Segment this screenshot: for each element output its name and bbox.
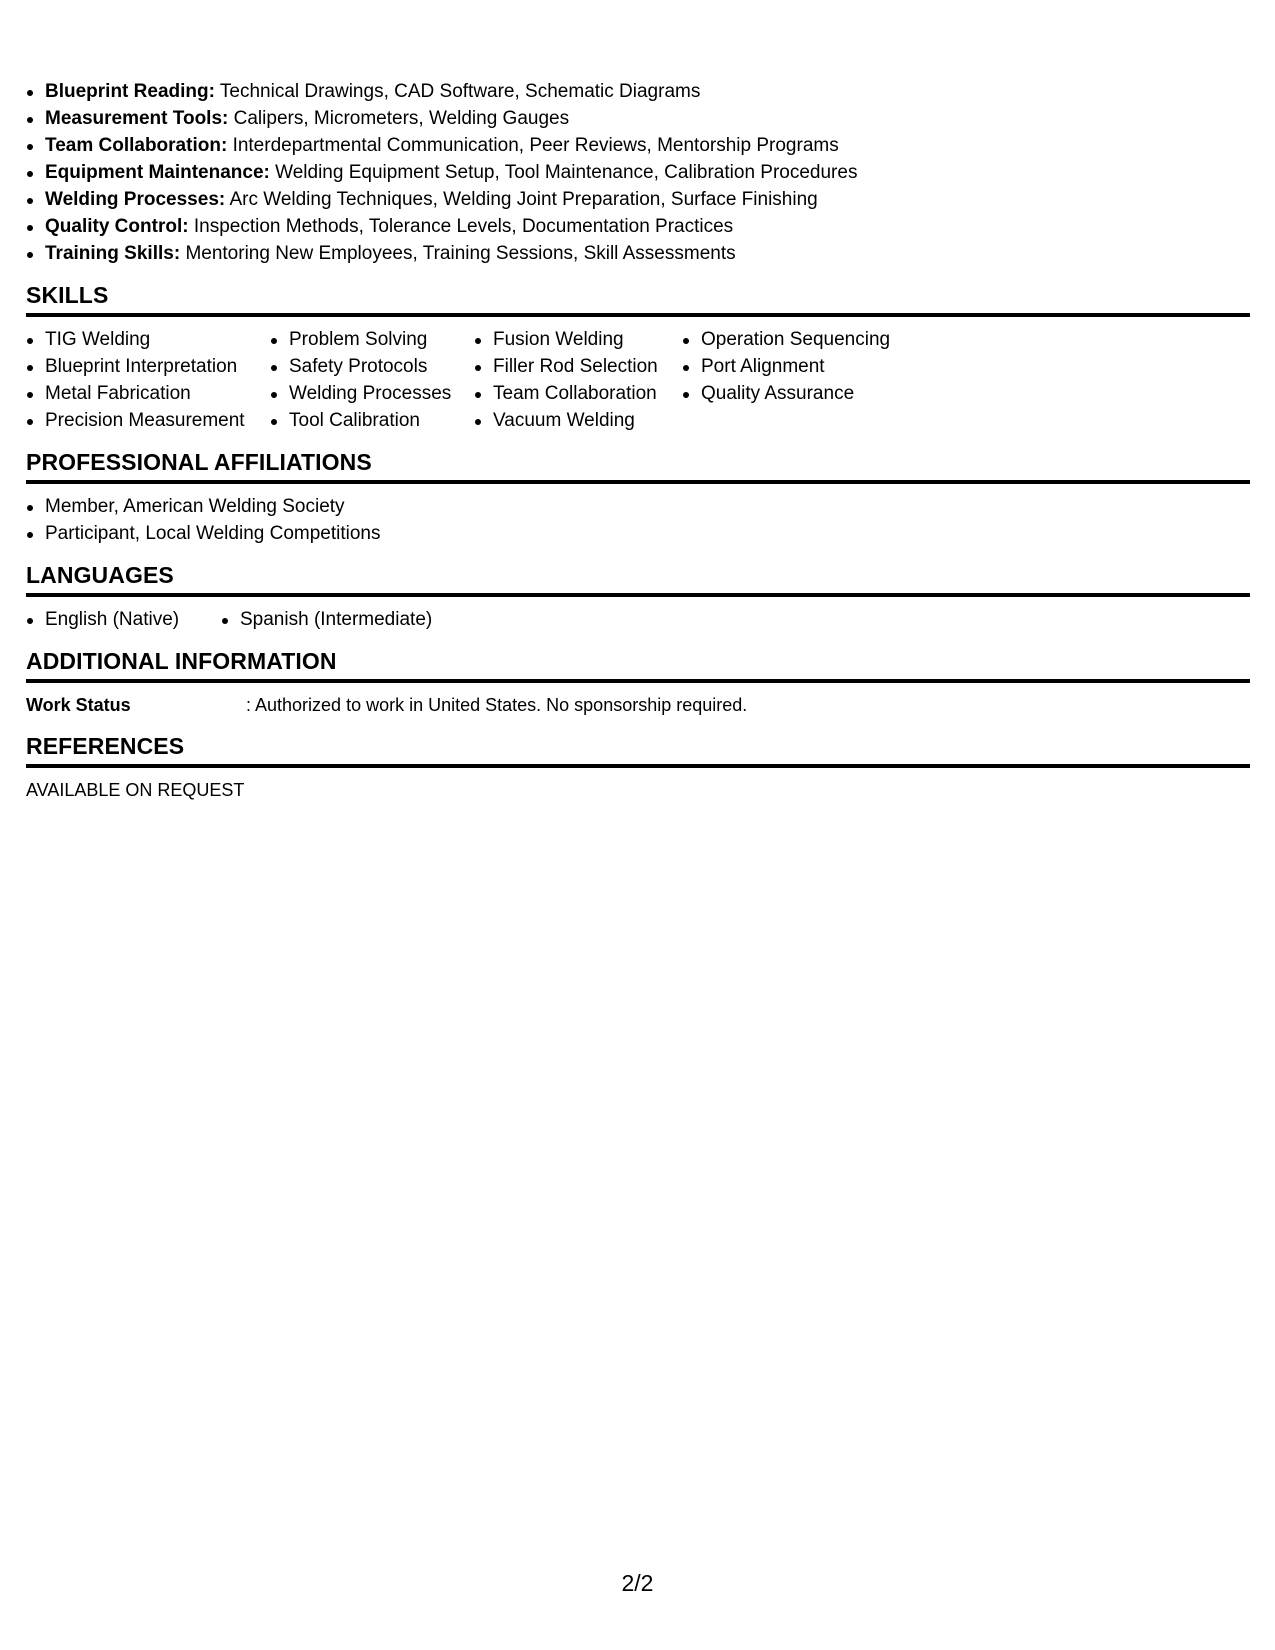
list-item: Blueprint Interpretation	[26, 353, 270, 380]
list-item	[26, 240, 1250, 267]
list-item: Quality Assurance	[682, 380, 942, 407]
languages-section	[26, 561, 1250, 633]
references-section	[26, 732, 1250, 803]
skills-column	[26, 326, 270, 434]
competencies-list	[26, 78, 1250, 267]
list-item	[26, 132, 1250, 159]
list-item	[26, 78, 1250, 105]
competency-label: Blueprint Reading:	[45, 81, 215, 102]
competency-label: Equipment Maintenance:	[45, 162, 270, 183]
list-item: Welding Processes	[270, 380, 474, 407]
list-item: Problem Solving	[270, 326, 474, 353]
list-item: Member, American Welding Society	[26, 493, 1250, 520]
competency-text: Technical Drawings, CAD Software, Schematic Diagrams	[219, 81, 701, 102]
list-item: TIG Welding	[26, 326, 270, 353]
list-item: Filler Rod Selection	[474, 353, 682, 380]
skills-column	[474, 326, 682, 434]
section-divider	[26, 480, 1250, 484]
skills-grid	[26, 326, 1250, 434]
work-status-value: : Authorized to work in United States. No sponsorship required.	[246, 695, 748, 715]
section-title: REFERENCES	[26, 733, 185, 759]
affiliations-section	[26, 448, 1250, 547]
skills-column	[682, 326, 942, 434]
section-title: LANGUAGES	[26, 562, 174, 588]
work-status-row	[26, 692, 1250, 718]
list-item	[26, 213, 1250, 240]
list-item: Spanish (Intermediate)	[221, 606, 432, 633]
section-divider	[26, 313, 1250, 317]
section-divider	[26, 764, 1250, 768]
section-title: ADDITIONAL INFORMATION	[26, 648, 337, 674]
list-item: Operation Sequencing	[682, 326, 942, 353]
competency-text: Interdepartmental Communication, Peer Reviews, Mentorship Programs	[232, 135, 839, 156]
competency-text: Mentoring New Employees, Training Sessions, Skill Assessments	[185, 243, 736, 264]
list-item: Port Alignment	[682, 353, 942, 380]
references-text: AVAILABLE ON REQUEST	[26, 780, 245, 800]
list-item: Team Collaboration	[474, 380, 682, 407]
competency-text: Calipers, Micrometers, Welding Gauges	[233, 108, 570, 129]
section-title: PROFESSIONAL AFFILIATIONS	[26, 449, 372, 475]
competency-label: Training Skills:	[45, 243, 181, 264]
list-item: Precision Measurement	[26, 407, 270, 434]
list-item: Participant, Local Welding Competitions	[26, 520, 1250, 547]
skills-column	[270, 326, 474, 434]
resume-page	[26, 78, 1250, 803]
competency-label: Measurement Tools:	[45, 108, 229, 129]
list-item: English (Native)	[26, 606, 221, 633]
competency-label: Quality Control:	[45, 216, 189, 237]
competency-label: Welding Processes:	[45, 189, 226, 210]
competency-text: Arc Welding Techniques, Welding Joint Preparation, Surface Finishing	[229, 189, 818, 210]
additional-info-section	[26, 647, 1250, 718]
list-item	[26, 159, 1250, 186]
affiliations-list	[26, 493, 1250, 547]
list-item: Fusion Welding	[474, 326, 682, 353]
list-item: Safety Protocols	[270, 353, 474, 380]
competency-text: Inspection Methods, Tolerance Levels, Documentation Practices	[193, 216, 734, 237]
page-number: 2/2	[621, 1570, 654, 1596]
work-status-label: Work Status	[26, 695, 131, 715]
skills-section	[26, 281, 1250, 434]
list-item: Vacuum Welding	[474, 407, 682, 434]
list-item: Tool Calibration	[270, 407, 474, 434]
languages-list	[26, 606, 1250, 633]
competency-label: Team Collaboration:	[45, 135, 228, 156]
section-divider	[26, 593, 1250, 597]
competency-text: Welding Equipment Setup, Tool Maintenance, Calibration Procedures	[275, 162, 858, 183]
section-title: SKILLS	[26, 282, 109, 308]
list-item: Metal Fabrication	[26, 380, 270, 407]
list-item	[26, 186, 1250, 213]
section-divider	[26, 679, 1250, 683]
list-item	[26, 105, 1250, 132]
